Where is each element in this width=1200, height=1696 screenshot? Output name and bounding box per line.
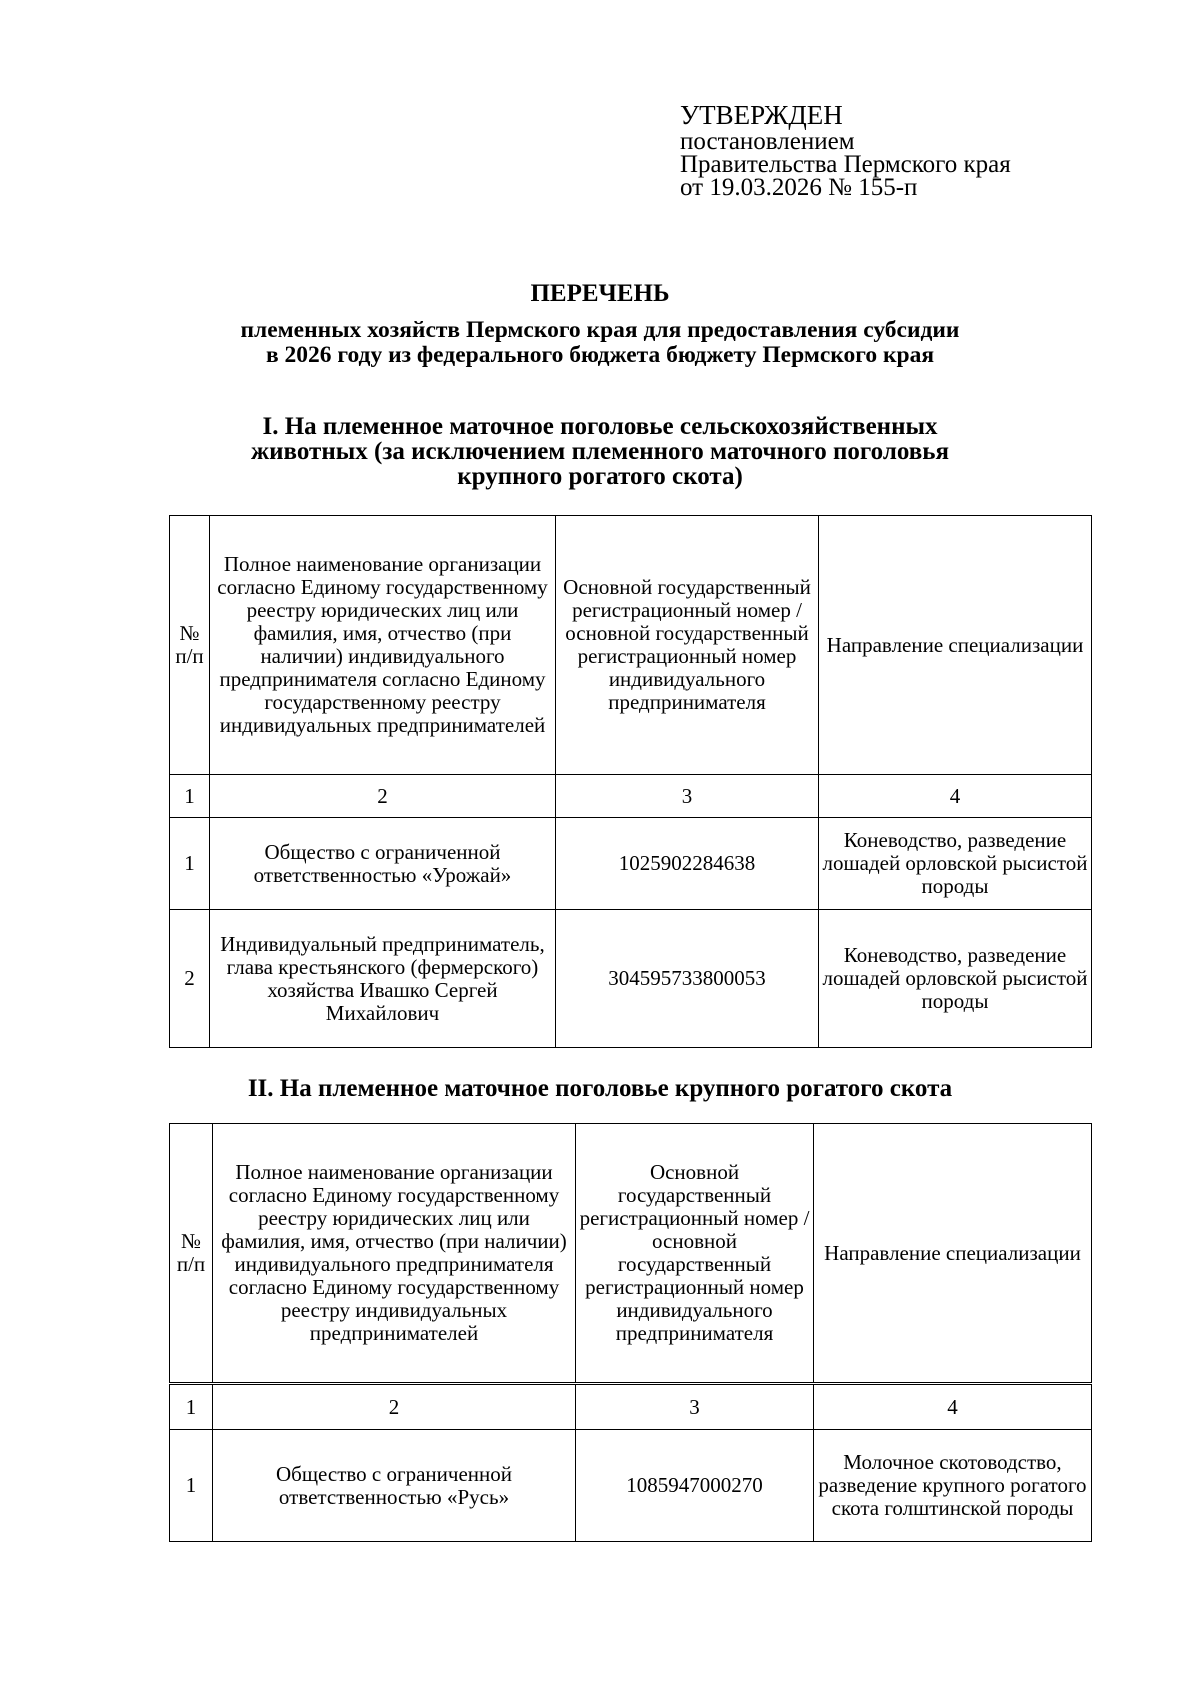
header-ogrn: Основной государственный регистрационный номер / основной государственный регистрационный номер индивидуального предпринимателя (576, 1124, 814, 1384)
section1-heading (0, 414, 1200, 489)
column-number: 2 (210, 775, 556, 818)
header-name: Полное наименование организации согласно Единому государственному реестру юридических лиц или фамилия, имя, отчество (при наличии) индивидуального предпринимателя согласно Единому государственному реестру индивидуальных предпринимателей (213, 1124, 576, 1384)
heading-line: I. На племенное маточное поголовье сельскохозяйственных (262, 413, 938, 440)
column-number: 2 (213, 1384, 576, 1430)
row-specialization: Коневодство, разведение лошадей орловской рысистой породы (819, 818, 1092, 910)
column-number: 4 (814, 1384, 1092, 1430)
header-number: № п/п (170, 1124, 213, 1384)
column-number: 4 (819, 775, 1092, 818)
row-ogrn: 1085947000270 (576, 1430, 814, 1542)
table-row (170, 818, 1092, 910)
approval-title: УТВЕРЖДЕН (680, 100, 843, 130)
subtitle-line: в 2026 году из федерального бюджета бюджету Пермского края (265, 342, 935, 368)
row-number: 2 (170, 910, 210, 1048)
header-specialization: Направление специализации (814, 1124, 1092, 1384)
header-specialization: Направление специализации (819, 516, 1092, 775)
column-number: 1 (170, 1384, 213, 1430)
section1-table (169, 515, 1092, 1048)
approval-date: от 19.03.2026 № 155-п (680, 174, 918, 201)
approval-stamp (680, 100, 1011, 199)
column-number: 3 (556, 775, 819, 818)
section2-heading: II. На племенное маточное поголовье крупного рогатого скота (247, 1075, 953, 1102)
heading-line: животных (за исключением племенного маточного поголовья (251, 438, 949, 465)
document-subtitle (0, 318, 1200, 368)
row-name: Общество с ограниченной ответственностью «Русь» (213, 1430, 576, 1542)
table-row (170, 910, 1092, 1048)
table-header-row (170, 516, 1092, 775)
section2-table (169, 1123, 1092, 1542)
column-number: 3 (576, 1384, 814, 1430)
approval-line: Правительства Пермского края (680, 151, 1011, 178)
header-ogrn: Основной государственный регистрационный номер / основной государственный регистрационный номер индивидуального предпринимателя (556, 516, 819, 775)
row-number: 1 (170, 1430, 213, 1542)
column-number-row (170, 1384, 1092, 1430)
row-name: Общество с ограниченной ответственностью «Урожай» (210, 818, 556, 910)
header-name: Полное наименование организации согласно Единому государственному реестру юридических лиц или фамилия, имя, отчество (при наличии) индивидуального предпринимателя согласно Единому государственному реестру индивидуальных предпринимателей (210, 516, 556, 775)
document-title: ПЕРЕЧЕНЬ (530, 280, 670, 307)
column-number: 1 (170, 775, 210, 818)
row-number: 1 (170, 818, 210, 910)
table-row (170, 1430, 1092, 1542)
approval-line: постановлением (680, 128, 855, 155)
header-number: № п/п (170, 516, 210, 775)
subtitle-line: племенных хозяйств Пермского края для предоставления субсидии (240, 317, 960, 343)
table-header-row (170, 1124, 1092, 1384)
row-name: Индивидуальный предприниматель, глава крестьянского (фермерского) хозяйства Ивашко Сергей Михайлович (210, 910, 556, 1048)
row-specialization: Коневодство, разведение лошадей орловской рысистой породы (819, 910, 1092, 1048)
column-number-row (170, 775, 1092, 818)
row-specialization: Молочное скотоводство, разведение крупного рогатого скота голштинской породы (814, 1430, 1092, 1542)
row-ogrn: 304595733800053 (556, 910, 819, 1048)
row-ogrn: 1025902284638 (556, 818, 819, 910)
heading-line: крупного рогатого скота) (457, 463, 743, 490)
